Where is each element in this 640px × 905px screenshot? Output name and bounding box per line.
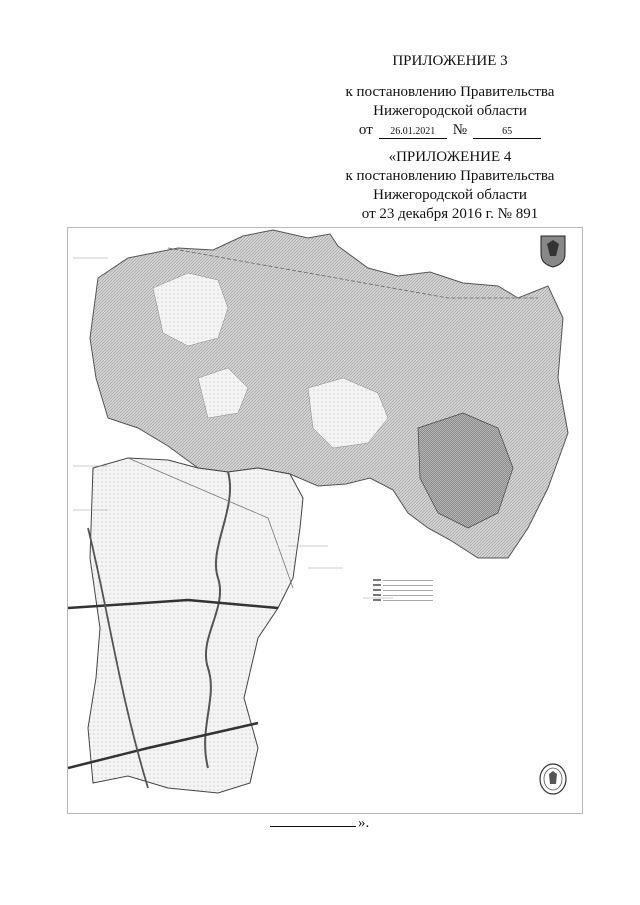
appendix-date-row bbox=[320, 121, 580, 140]
number-value: 65 bbox=[473, 126, 541, 139]
original-appendix-line-3: от 23 декабря 2016 г. № 891 bbox=[361, 206, 539, 222]
closing-text: ». bbox=[358, 815, 370, 831]
date-value: 26.01.2021 bbox=[379, 126, 447, 139]
appendix-header bbox=[320, 52, 580, 224]
number-sign: № bbox=[452, 122, 468, 138]
original-appendix-line-2: Нижегородской области bbox=[373, 187, 527, 203]
map-drawing bbox=[68, 228, 582, 813]
seal-icon bbox=[538, 762, 568, 796]
closing-underline bbox=[270, 812, 356, 827]
coat-of-arms-icon bbox=[539, 234, 567, 268]
appendix-line-1: к постановлению Правительства bbox=[345, 84, 555, 100]
map-legend bbox=[373, 578, 433, 603]
date-prefix: от bbox=[358, 122, 373, 138]
original-appendix-title: «ПРИЛОЖЕНИЕ 4 bbox=[388, 149, 512, 165]
original-appendix-block bbox=[320, 148, 580, 224]
appendix-title: ПРИЛОЖЕНИЕ 3 bbox=[392, 53, 508, 69]
original-appendix-line-1: к постановлению Правительства bbox=[345, 168, 555, 184]
map-southern-area bbox=[88, 458, 303, 793]
map-image bbox=[67, 227, 583, 814]
appendix-line-2: Нижегородской области bbox=[373, 103, 527, 119]
closing-mark bbox=[270, 812, 369, 832]
